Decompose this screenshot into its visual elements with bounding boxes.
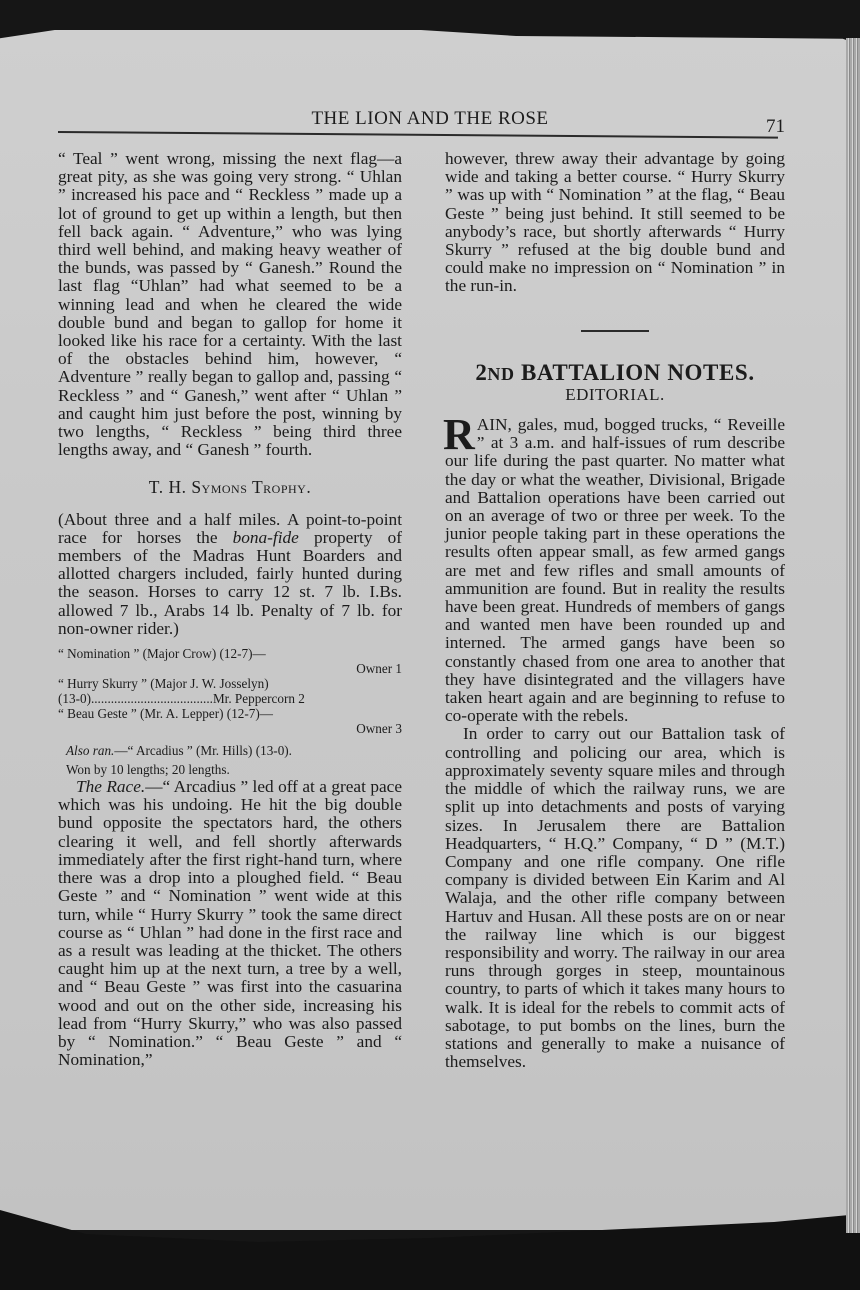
page-number: 71 bbox=[766, 116, 785, 137]
left-column bbox=[58, 150, 402, 1069]
race-report-continuation: however, threw away their advantage by going wide and taking a better course. “ Hurry Skurry ” was up with “ Nomination ” at the flag, “ Beau Geste ” being just behind. It still seemed to be anybody’s race, but shortly afterwards “ Hurry Skurry ” refused at the big double bund and could make no impression on “ Nomination ” in the run-in. bbox=[445, 149, 785, 296]
battalion-notes-heading: 2ND BATTALION NOTES. bbox=[475, 359, 755, 385]
results-list bbox=[58, 646, 402, 736]
running-title: THE LION AND THE ROSE bbox=[311, 108, 549, 129]
result-placing-1: Owner 1 bbox=[356, 661, 402, 677]
editorial-paragraph-2: In order to carry out our Battalion task of controlling and policing our area, which is approximately seventy square miles and through the middle of which the railway runs, we are split up into detachments and posts of varying sizes. In Jerusalem there are Battalion Headquarters, “ H.Q.” Company, “ D ” (M.T.) Company and one rifle company. One rifle company is divided between Ein Karim and Al Walaja, and the other rifle company between Hartuv and Husan. All these posts are on or near the railway line which is our biggest responsibility and worry. The railway in our area runs through gorges in steep, mountainous country, to parts of which it takes many hours to walk. It is ideal for the rebels to commit acts of sabotage, to put bombs on the lines, burn the stations and generally to make a nuisance of themselves. bbox=[445, 724, 785, 1072]
race-report-paragraph: “ Teal ” went wrong, missing the next flag—a great pity, as she was going very strong. “ Uhlan ” increased his pace and “ Reckless ” made up a lot of ground to get up within a length, but then fell back again. “ Adventure,” who was lying third well behind, and making heavy weather of the bunds, was passed by “ Ganesh.” Round the last flag “Uhlan” had what seemed to be a winning lead and when he cleared the wide double bund and began to gallop for home it looked like his race for a certainty. With the last of the obstacles behind him, however, “ Adventure ” really began to gallop and, passing “ Reckless ” and “ Ganesh,” went after “ Uhlan ” and caught him just before the post, winning by two lengths, “ Reckless ” being third three lengths away, and “ Ganesh ” fourth. bbox=[58, 149, 402, 460]
right-column bbox=[445, 150, 785, 1071]
editorial-subheading: EDITORIAL. bbox=[565, 384, 665, 404]
result-entry-1: “ Nomination ” (Major Crow) (12-7)— bbox=[58, 646, 266, 662]
result-entry-3: “ Beau Geste ” (Mr. A. Lepper) (12-7)— bbox=[58, 706, 273, 722]
section-divider bbox=[581, 330, 649, 332]
race-description: The Race.—“ Arcadius ” led off at a great pace which was his undoing. He hit the big double bund opposite the spectators hard, the others clearing it well, and fell shortly afterwards immediately after the first right-hand turn, where there was a drop into a ploughed field. “ Beau Geste ” and “ Nomination ” went wide at this turn, while “ Hurry Skurry ” took the same direct course as “ Uhlan ” had done in the first race and as a result was leading at the thicket. The others caught him up at the next turn, a tree by a well, and “ Beau Geste ” was first into the casuarina wood and out on the other side, increasing his lead from “Hurry Skurry,” who was also passed by “ Nomination.” “ Beau Geste ” and “ Nomination,” bbox=[58, 777, 402, 1070]
page-edge-stack bbox=[846, 38, 860, 1233]
also-ran: Also ran.—“ Arcadius ” (Mr. Hills) (13-0). bbox=[66, 743, 292, 759]
editorial-paragraph-1: RAIN, gales, mud, bogged trucks, “ Reveille ” at 3 a.m. and half-issues of rum describe our life during the past quarter. No matter what the day or what the weather, Divisional, Brigade and Battalion operations have been carried out on an average of two or three per week. To the junior people taking part in these operations the results often appear small, as few armed gangs are met and few rifles and small amounts of ammunition are found. But in reality the results have been great. Hundreds of members of gangs and wanted men have been rounded up and interned. The armed gangs have been so constantly chased from one area to another that they have disintegrated and the villagers have taken heart again and are beginning to refuse to co-operate with the rebels. bbox=[443, 410, 785, 726]
result-entry-2: “ Hurry Skurry ” (Major J. W. Josselyn) bbox=[58, 676, 269, 692]
drop-cap: R bbox=[443, 410, 475, 460]
winning-margin: Won by 10 lengths; 20 lengths. bbox=[66, 762, 230, 778]
race-conditions: (About three and a half miles. A point-to-point race for horses the bona-fide property of members of the Madras Hunt Boarders and allotted chargers included, fairly hunted during the season. Horses to carry 12 st. 7 lb. I.Bs. allowed 7 lb., Arabs 14 lb. Penalty of 7 lb. for non-owner rider.) bbox=[58, 509, 402, 638]
result-placing-3: Owner 3 bbox=[356, 721, 402, 737]
section-heading-symons-trophy: T. H. Symons Trophy. bbox=[148, 477, 312, 498]
result-placing-2: (13-0).....................................Mr. Peppercorn 2 bbox=[58, 691, 305, 707]
